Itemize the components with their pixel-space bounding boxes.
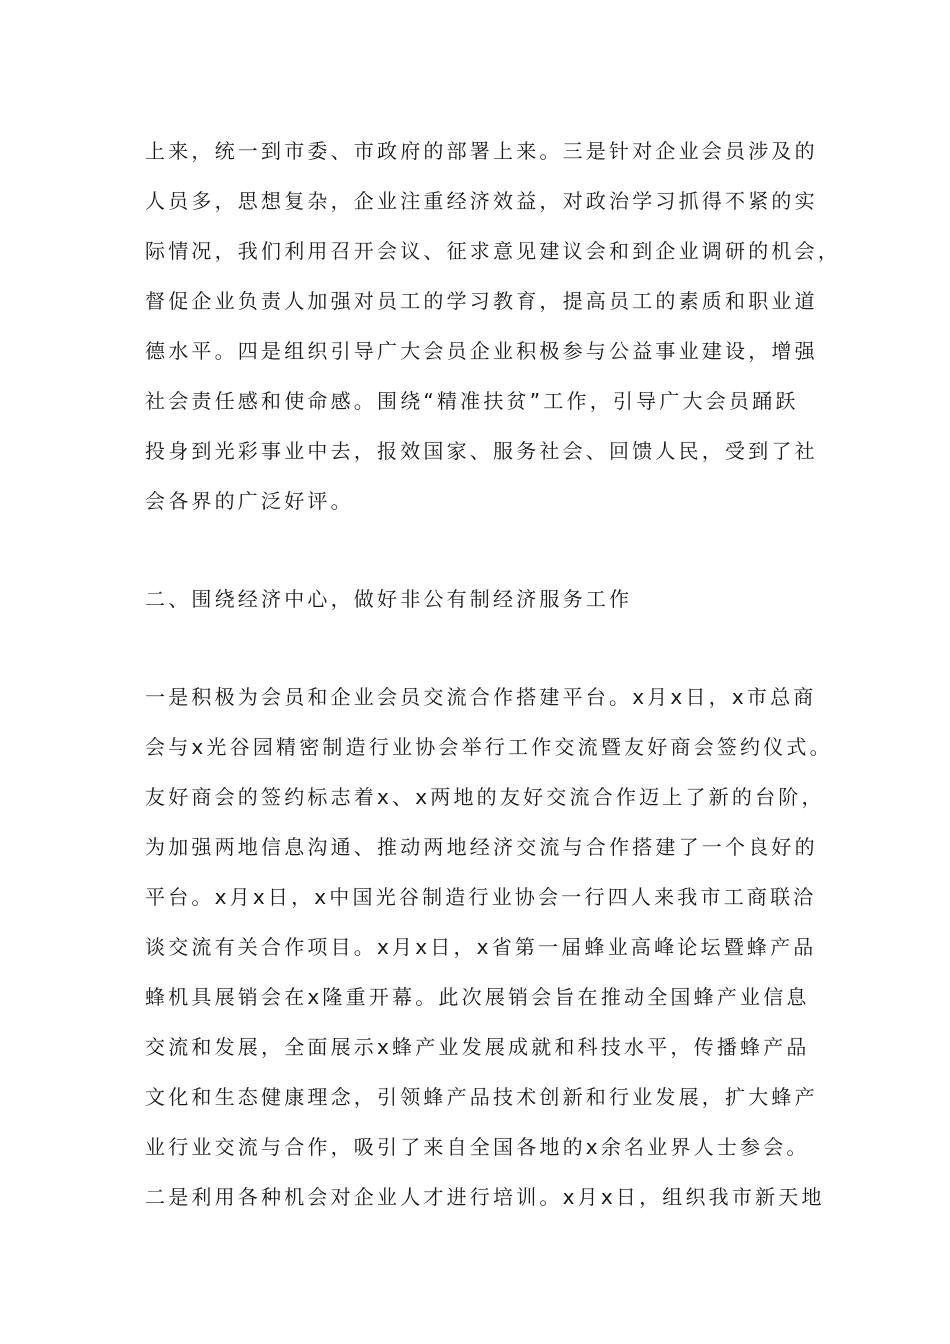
paragraph-line: 为加强两地信息沟通、推动两地经济交流与合作搭建了一个良好的 — [145, 835, 818, 859]
paragraph-line: 二是利用各种机会对企业人才进行培训。x月x日，组织我市新天地 — [145, 1185, 825, 1209]
paragraph-line: 蜂机具展销会在x隆重开幕。此次展销会旨在推动全国蜂产业信息 — [145, 985, 810, 1009]
paragraph-line: 投身到光彩事业中去，报效国家、服务社会、回馈人民，受到了社 — [145, 439, 818, 463]
paragraph-line: 一是积极为会员和企业会员交流合作搭建平台。x月x日，x市总商 — [145, 685, 817, 709]
paragraph-line: 德水平。四是组织引导广大会员企业积极参与公益事业建设，增强 — [145, 339, 818, 363]
paragraph-line: 社会责任感和使命感。围绕“精准扶贫”工作，引导广大会员踊跃 — [145, 389, 799, 413]
paragraph-line: 文化和生态健康理念，引领蜂产品技术创新和行业发展，扩大蜂产 — [145, 1085, 818, 1109]
paragraph-line: 谈交流有关合作项目。x月x日，x省第一届蜂业高峰论坛暨蜂产品 — [145, 935, 817, 959]
paragraph-line: 友好商会的签约标志着x、x两地的友好交流合作迈上了新的台阶， — [145, 785, 825, 809]
paragraph-line: 平台。x月x日，x中国光谷制造行业协会一行四人来我市工商联洽 — [145, 885, 817, 909]
paragraph-line: 人员多，思想复杂，企业注重经济效益，对政治学习抓得不紧的实 — [145, 189, 818, 213]
paragraph-line: 交流和发展，全面展示x蜂产业发展成就和科技水平，传播蜂产品 — [145, 1035, 810, 1059]
paragraph-line: 际情况，我们利用召开会议、征求意见建议会和到企业调研的机会， — [145, 239, 841, 263]
paragraph-line: 业行业交流与合作，吸引了来自全国各地的x余名业界人士参会。 — [145, 1135, 810, 1159]
paragraph-line: 会与x光谷园精密制造行业协会举行工作交流暨友好商会签约仪式。 — [145, 735, 833, 759]
paragraph-line: 上来，统一到市委、市政府的部署上来。三是针对企业会员涉及的 — [145, 139, 818, 163]
paragraph-line: 督促企业负责人加强对员工的学习教育，提高员工的素质和职业道 — [145, 289, 818, 313]
paragraph-line: 会各界的广泛好评。 — [145, 489, 354, 513]
section-heading: 二、围绕经济中心，做好非公有制经济服务工作 — [145, 587, 633, 611]
